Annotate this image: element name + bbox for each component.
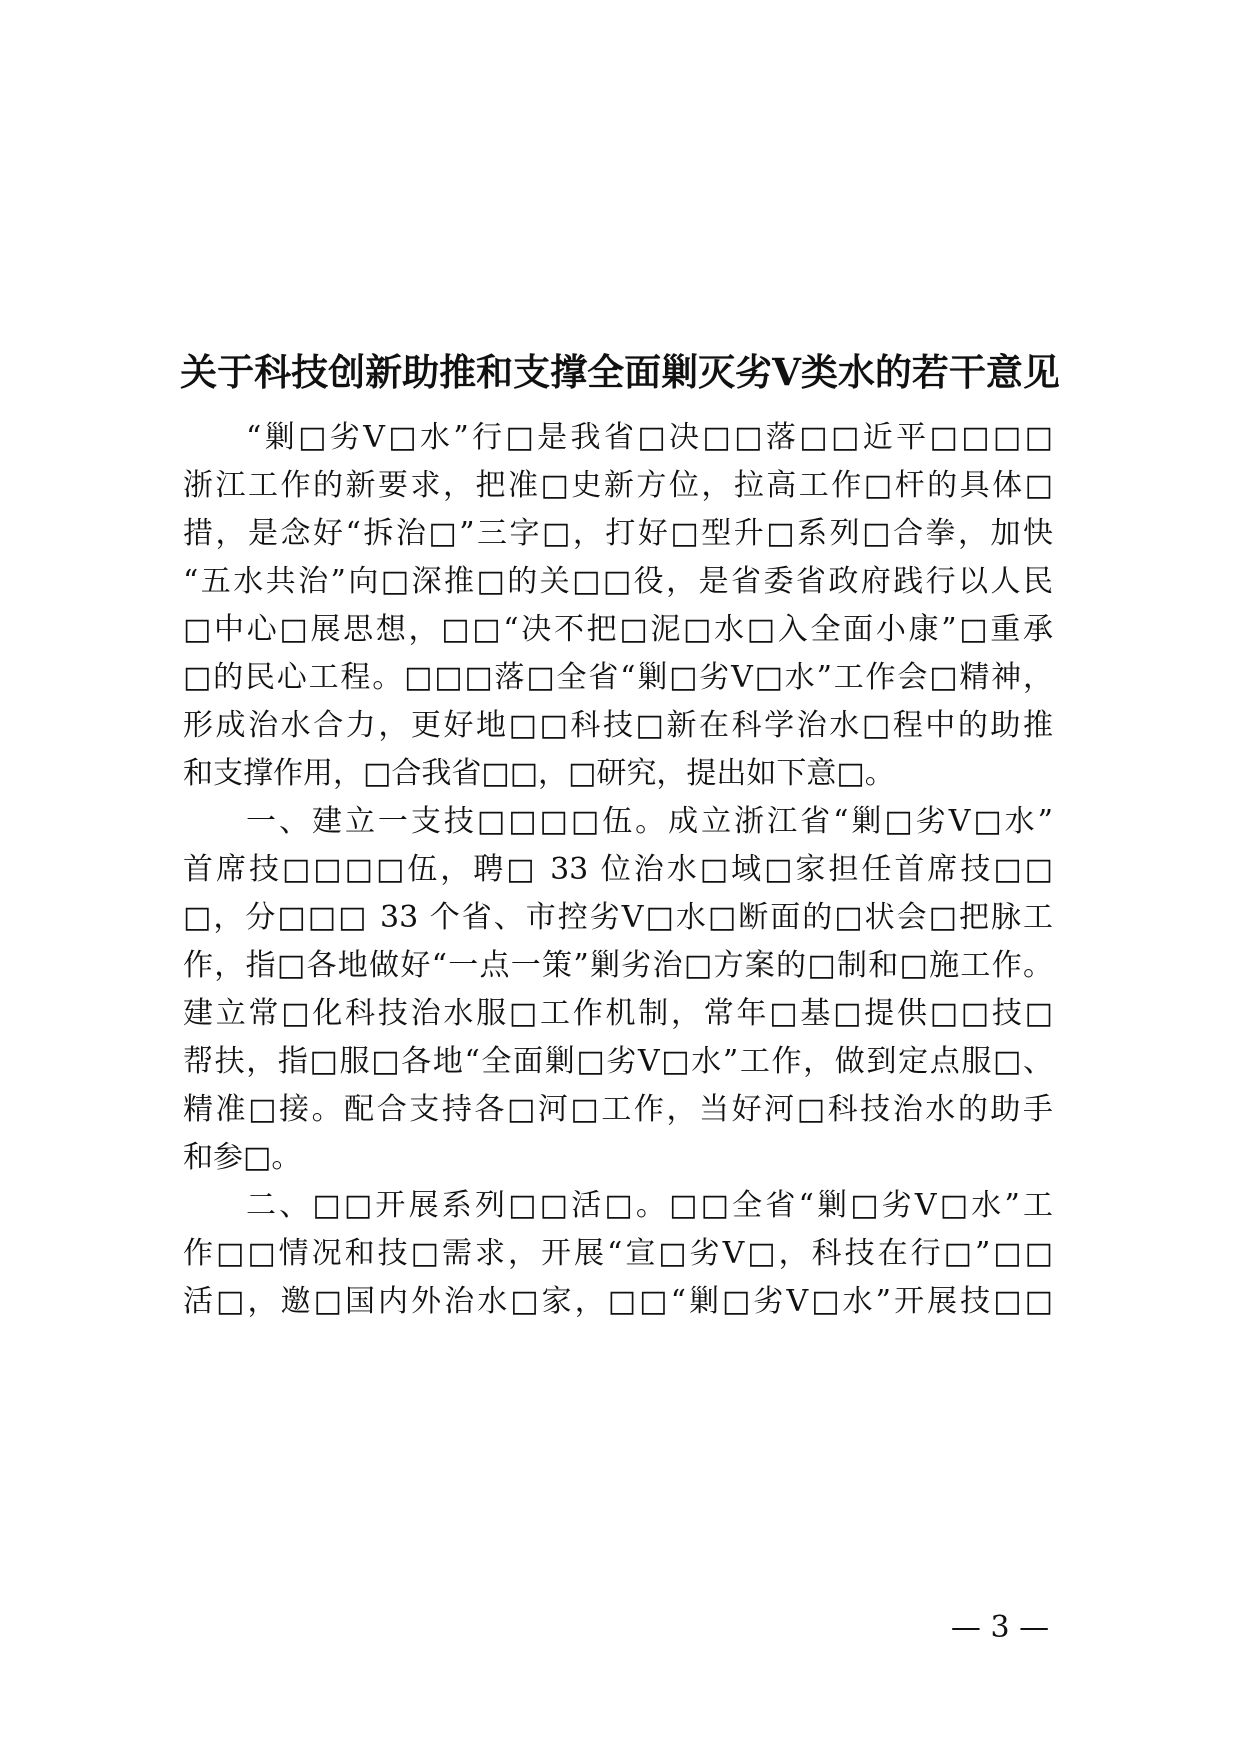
section-heading-line: 二、□□开展系列□□活□。□□全省“剿□劣Ⅴ□水”工: [246, 1188, 1053, 1223]
body-line: 和支撑作用，□合我省□□，□研究，提出如下意□。: [183, 756, 895, 791]
body-line: □的民心工程。□□□落□全省“剿□劣Ⅴ□水”工作会□精神，: [183, 660, 1053, 695]
body-line: 首席技□□□□伍，聘□ 33 位治水□域□家担任首席技□□: [183, 852, 1053, 887]
body-line: “五水共治”向□深推□的关□□役，是省委省政府践行以人民: [183, 564, 1053, 599]
section-heading-line: 一、建立一支技□□□□伍。成立浙江省“剿□劣Ⅴ□水”: [246, 804, 1053, 839]
body-line: 作□□情况和技□需求，开展“宣□劣Ⅴ□，科技在行□”□□: [183, 1236, 1053, 1271]
body-line: 和参□。: [183, 1140, 302, 1175]
body-line: 措，是念好“拆治□”三字□，打好□型升□系列□合拳，加快: [183, 516, 1053, 551]
body-line: 形成治水合力，更好地□□科技□新在科学治水□程中的助推: [183, 708, 1053, 743]
document-title: 关于科技创新助推和支撑全面剿灭劣Ⅴ类水的若干意见: [180, 350, 1060, 394]
body-line: □中心□展思想，□□“决不把□泥□水□入全面小康”□重承: [183, 612, 1053, 647]
body-line: □，分□□□ 33 个省、市控劣Ⅴ□水□断面的□状会□把脉工: [183, 900, 1053, 935]
body-line: 建立常□化科技治水服□工作机制，常年□基□提供□□技□: [183, 996, 1053, 1031]
body-line: “剿□劣Ⅴ□水”行□是我省□决□□落□□近平□□□□: [246, 420, 1053, 455]
body-line: 活□，邀□国内外治水□家，□□“剿□劣Ⅴ□水”开展技□□: [183, 1284, 1053, 1319]
body-line: 精准□接。配合支持各□河□工作，当好河□科技治水的助手: [183, 1092, 1053, 1127]
body-line: 浙江工作的新要求，把准□史新方位，拉高工作□杆的具体□: [183, 468, 1053, 503]
body-line: 作，指□各地做好“一点一策”剿劣治□方案的□制和□施工作。: [183, 948, 1053, 983]
body-line: 帮扶，指□服□各地“全面剿□劣Ⅴ□水”工作，做到定点服□、: [183, 1044, 1053, 1079]
page-number: — 3 —: [950, 1610, 1050, 1645]
